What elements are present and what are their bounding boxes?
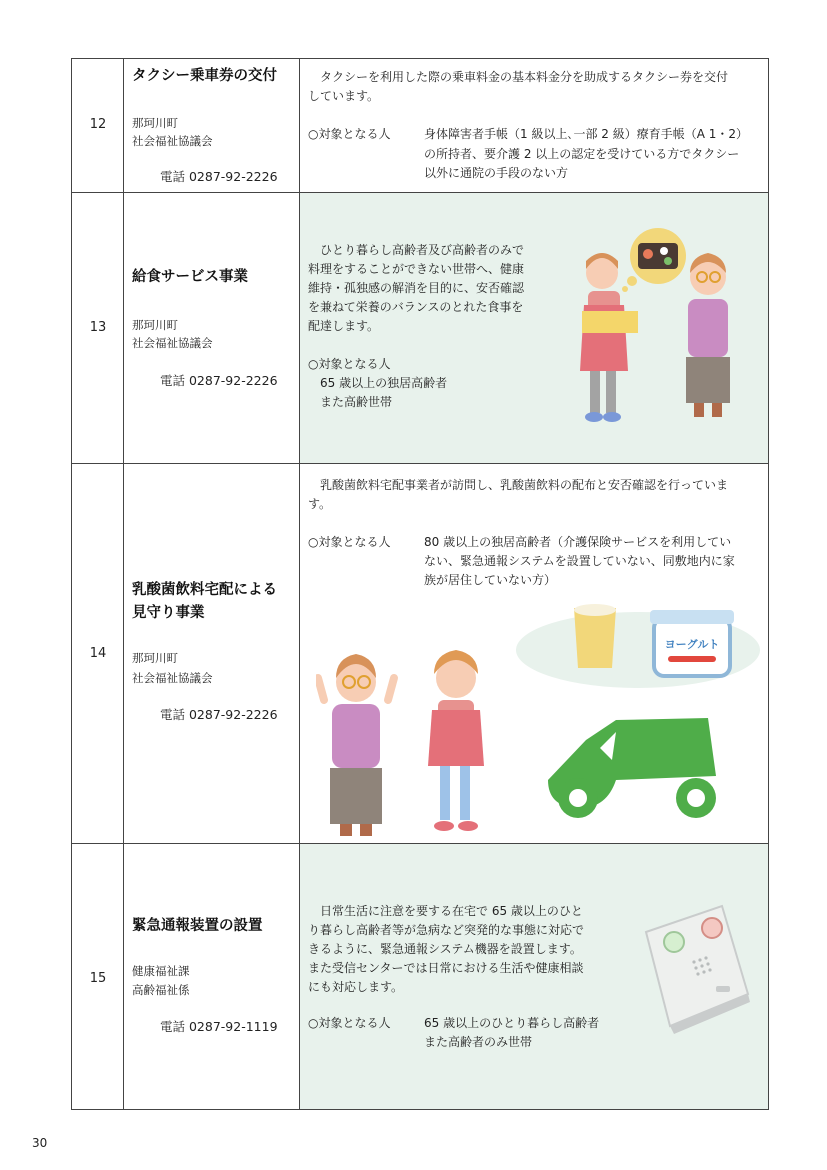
row-number-cell <box>72 844 124 1109</box>
row-number: 14 <box>89 646 107 661</box>
page-number: 30 <box>32 1136 48 1150</box>
description-line: きるように、緊急通報システム機器を設置します。 <box>308 942 582 956</box>
description-line: ひとり暮らし高齢者及び高齢者のみで <box>308 243 525 257</box>
target-line: 以外に通院の手段のない方 <box>424 166 569 180</box>
service-description-cell <box>300 193 768 463</box>
phone-number: 電話 0287-92-2226 <box>160 169 278 184</box>
target-label: ○対象となる人 <box>308 1016 391 1030</box>
service-title: 給食サービス事業 <box>132 269 248 285</box>
description-line: 料理をすることができない世帯へ、健康 <box>308 262 525 276</box>
phone-number: 電話 0287-92-2226 <box>160 707 278 722</box>
service-row-13 <box>72 193 768 464</box>
row-number: 15 <box>89 971 107 986</box>
target-line: 80 歳以上の独居高齢者（介護保険サービスを利用してい <box>424 535 732 549</box>
service-row-14 <box>72 464 768 844</box>
service-title: 緊急通報装置の設置 <box>132 918 263 934</box>
description-line: を兼ねて栄養のバランスのとれた食事を <box>308 300 524 314</box>
org-name-2: 高齢福祉係 <box>132 983 190 997</box>
org-name-1: 那珂川町 <box>132 318 178 332</box>
row-number: 13 <box>89 320 107 335</box>
description-line: 乳酸菌飲料宅配事業者が訪問し、乳酸菌飲料の配布と安否確認を行っていま <box>308 478 729 492</box>
target-line: 身体障害者手帳（1 級以上､一部 2 級）療育手帳（A 1・2） <box>424 127 749 141</box>
target-line: 族が居住していない方） <box>424 573 557 587</box>
target-line: ない、緊急通報システムを設置していない、同敷地内に家 <box>424 554 735 568</box>
target-label: ○対象となる人 <box>308 127 391 141</box>
org-name-1: 健康福祉課 <box>132 964 190 978</box>
row-number-cell <box>72 464 124 843</box>
row-number: 12 <box>89 117 107 132</box>
row-number-cell <box>72 193 124 463</box>
org-name-2: 社会福祉協議会 <box>132 134 213 148</box>
service-row-15 <box>72 844 768 1109</box>
yogurt-label: ヨーグルト <box>664 638 720 651</box>
target-line: の所持者、要介護 2 以上の認定を受けている方でタクシー <box>424 147 740 161</box>
description-line: す。 <box>308 497 332 511</box>
meal-delivery-illustration <box>570 221 745 431</box>
service-name-cell <box>124 844 300 1109</box>
description-line: にも対応します。 <box>308 980 404 994</box>
description-line: しています。 <box>308 89 380 103</box>
service-description-cell <box>300 59 768 192</box>
description-line: タクシーを利用した際の乗車料金の基本料金分を助成するタクシー券を交付 <box>308 70 729 84</box>
org-name-1: 那珂川町 <box>132 651 178 665</box>
target-line: また高齢世帯 <box>308 395 393 409</box>
target-line: 65 歳以上のひとり暮らし高齢者 <box>424 1016 600 1030</box>
description-line: また受信センターでは日常における生活や健康相談 <box>308 961 584 975</box>
description-line: 維持・孤独感の解消を目的に、安否確認 <box>308 281 525 295</box>
service-row-12 <box>72 59 768 193</box>
description-line: 配達します。 <box>308 319 380 333</box>
emergency-device-illustration <box>636 902 756 1042</box>
target-label: ○対象となる人 <box>308 357 391 371</box>
description-line: り暮らし高齢者等が急病など突発的な事態に対応で <box>308 923 585 937</box>
yogurt-delivery-illustration <box>316 600 766 840</box>
target-line: また高齢者のみ世帯 <box>424 1035 533 1049</box>
row-number-cell <box>72 59 124 192</box>
org-name-1: 那珂川町 <box>132 116 178 130</box>
service-title-line: 見守り事業 <box>132 605 205 621</box>
service-title-line: 乳酸菌飲料宅配による <box>132 582 277 598</box>
service-name-cell <box>124 59 300 192</box>
description-line: 日常生活に注意を要する在宅で 65 歳以上のひと <box>308 904 583 918</box>
service-description-cell <box>300 844 768 1109</box>
service-name-cell <box>124 193 300 463</box>
org-name-2: 社会福祉協議会 <box>132 671 213 685</box>
target-label: ○対象となる人 <box>308 535 391 549</box>
service-title: タクシー乗車券の交付 <box>132 68 277 84</box>
phone-number: 電話 0287-92-2226 <box>160 373 278 388</box>
phone-number: 電話 0287-92-1119 <box>160 1019 278 1034</box>
service-name-cell <box>124 464 300 843</box>
target-line: 65 歳以上の独居高齢者 <box>308 376 448 390</box>
org-name-2: 社会福祉協議会 <box>132 336 213 350</box>
services-table <box>71 58 769 1110</box>
